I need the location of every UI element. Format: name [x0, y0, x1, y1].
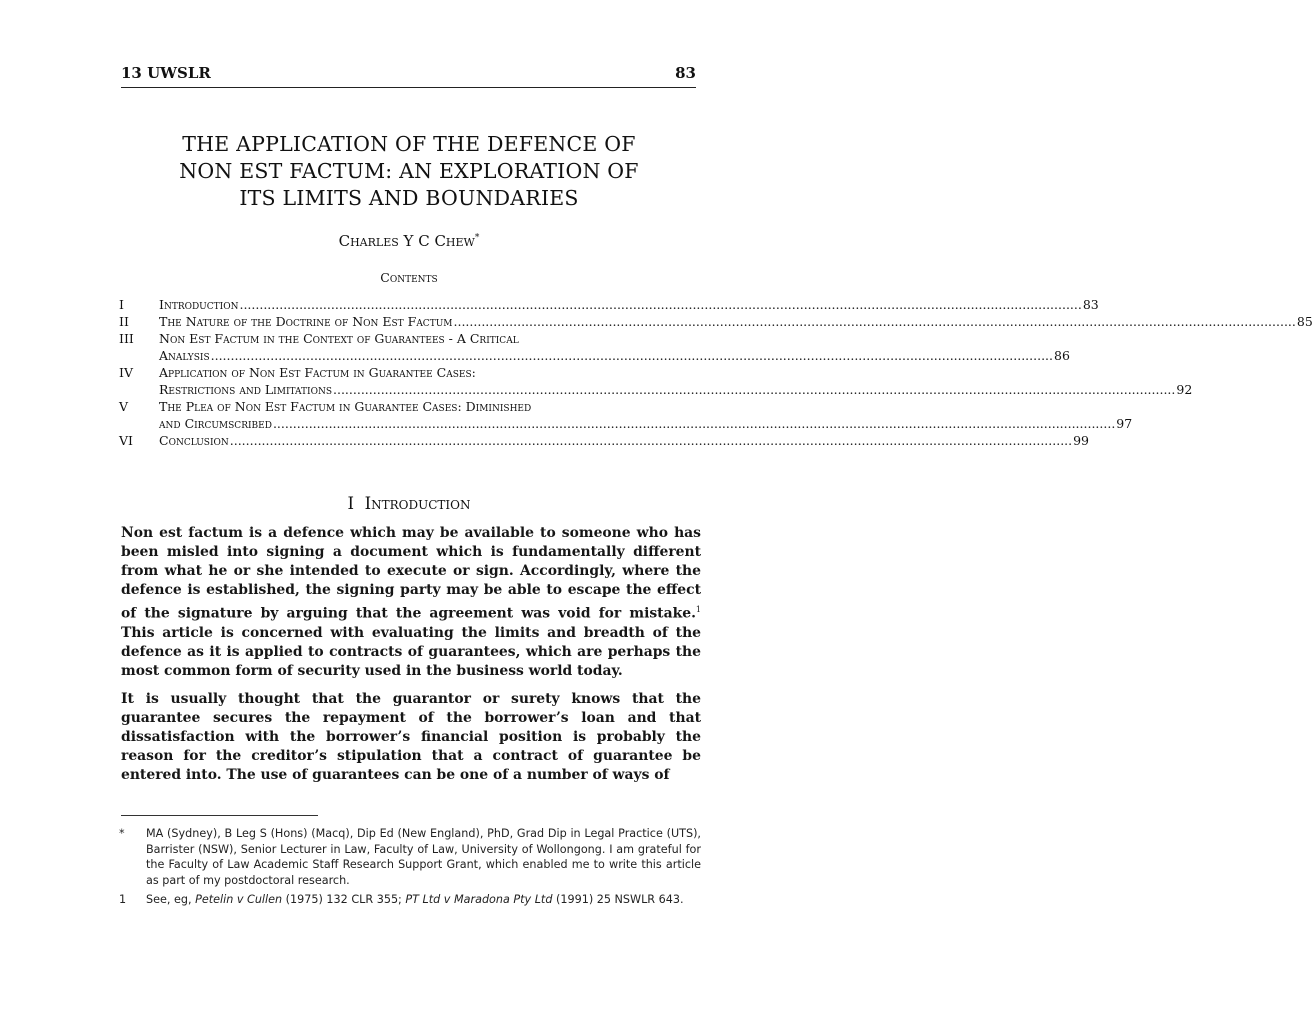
toc-number: I: [119, 297, 124, 312]
footnotes: [119, 826, 701, 912]
paragraph-2: It is usually thought that the guarantor or surety knows that the guarantee secures the repayment of the borrower’s loan and that dissatisfaction with the borrower’s financial position is probably the reason for the creditor’s stipulation that a contract of guarantee be entered into. The use of guarantees can be one of a number of ways of: [121, 690, 701, 783]
paragraph-1: [121, 524, 701, 681]
toc-leader-dots: [273, 415, 1115, 432]
toc-page: 86: [1054, 348, 1070, 363]
toc-title-continued: Analysis: [159, 348, 210, 363]
toc-leader-dots: [333, 381, 1175, 398]
toc-title-continued: and Circumscribed: [159, 416, 272, 431]
toc-entry-conclusion[interactable]: [119, 432, 1090, 449]
footnote-author: [119, 826, 701, 888]
toc-leader-dots: [211, 347, 1053, 364]
section-number: I: [347, 494, 355, 513]
toc-number: III: [119, 331, 134, 346]
section-heading-introduction: [110, 494, 708, 513]
toc-page: 85: [1296, 314, 1313, 329]
toc-title: Introduction: [159, 297, 239, 312]
body-text: [121, 524, 701, 794]
footnote-text: [146, 892, 701, 908]
footnote-marker: 1: [119, 893, 127, 906]
case-name-maradona: PT Ltd v Maradona Pty Ltd: [405, 893, 553, 906]
footnote-1: [119, 892, 701, 908]
case-name-petelin: Petelin v Cullen: [195, 893, 283, 906]
toc-number: II: [119, 314, 129, 329]
author-footnote-marker[interactable]: *: [474, 233, 480, 243]
toc-number: V: [119, 399, 129, 414]
toc-title: The Nature of the Doctrine of Non Est Factum: [159, 314, 453, 329]
footnote-citation: (1975) 132 CLR 355;: [282, 893, 406, 906]
toc-number: IV: [119, 365, 133, 380]
toc-title: Application of Non Est Factum in Guarantee Cases:: [159, 365, 476, 380]
footnote-text: MA (Sydney), B Leg S (Hons) (Macq), Dip Ed (New England), PhD, Grad Dip in Legal Practice (UTS), Barrister (NSW), Senior Lecturer in Law, Faculty of Law, University of Wollongong. I am grateful for the Faculty of Law Academic Staff Research Support Grant, which enabled me to write this article as part of my postdoctoral research.: [146, 827, 701, 887]
toc-title-continued: Restrictions and Limitations: [159, 382, 333, 397]
footnote-citation-end: (1991) 25 NSWLR 643.: [552, 893, 684, 906]
toc-leader-dots: [239, 296, 1081, 313]
toc-title: Conclusion: [159, 433, 229, 448]
title-line-1: THE APPLICATION OF THE DEFENCE OF: [182, 132, 636, 156]
toc-entry-restrictions-limitations[interactable]: [119, 364, 1193, 398]
footnote-ref-1[interactable]: 1: [695, 605, 701, 614]
toc-page: 92: [1176, 382, 1193, 397]
toc-page: 97: [1116, 416, 1133, 431]
toc-page: 99: [1073, 433, 1090, 448]
contents-heading: Contents: [380, 270, 438, 285]
toc-title: Non Est Factum in the Context of Guarantees - A Critical: [159, 331, 519, 346]
footnote-divider: [121, 815, 318, 816]
article-title: [110, 131, 708, 212]
page-number: 83: [675, 64, 696, 82]
toc-entry-introduction[interactable]: [119, 296, 1099, 313]
footnote-marker: *: [119, 827, 125, 840]
author-name: Charles Y C Chew: [338, 232, 475, 250]
table-of-contents: [119, 296, 1313, 449]
paragraph-1-text: Non est factum is a defence which may be available to someone who has been misled into signing a document which is fundamentally different from what he or she intended to execute or sign. Accordingly, where the defence is established, the signing party may be able to escape the effect of the signature by arguing that the agreement was void for mistake.: [121, 525, 701, 622]
toc-number: VI: [119, 433, 133, 448]
title-line-3: ITS LIMITS AND BOUNDARIES: [239, 186, 579, 210]
toc-entry-nature-of-doctrine[interactable]: [119, 313, 1313, 330]
footnote-text-pre: See, eg,: [146, 893, 196, 906]
journal-citation: 13 UWSLR: [121, 64, 211, 82]
toc-title: The Plea of Non Est Factum in Guarantee Cases: Diminished: [159, 399, 532, 414]
toc-entry-guarantees-critical-analysis[interactable]: [119, 330, 1070, 364]
section-title: Introduction: [364, 494, 471, 513]
running-header: [121, 64, 696, 88]
toc-page: 83: [1082, 297, 1099, 312]
title-line-2: NON EST FACTUM: AN EXPLORATION OF: [179, 159, 639, 183]
toc-leader-dots: [230, 432, 1072, 449]
toc-entry-diminished-circumscribed[interactable]: [119, 398, 1133, 432]
paragraph-1-text-continued: This article is concerned with evaluating the limits and breadth of the defence as it is applied to contracts of guarantees, which are perhaps the most common form of security used in the business world today.: [121, 624, 701, 679]
toc-leader-dots: [454, 313, 1296, 330]
author-byline: [110, 232, 708, 250]
